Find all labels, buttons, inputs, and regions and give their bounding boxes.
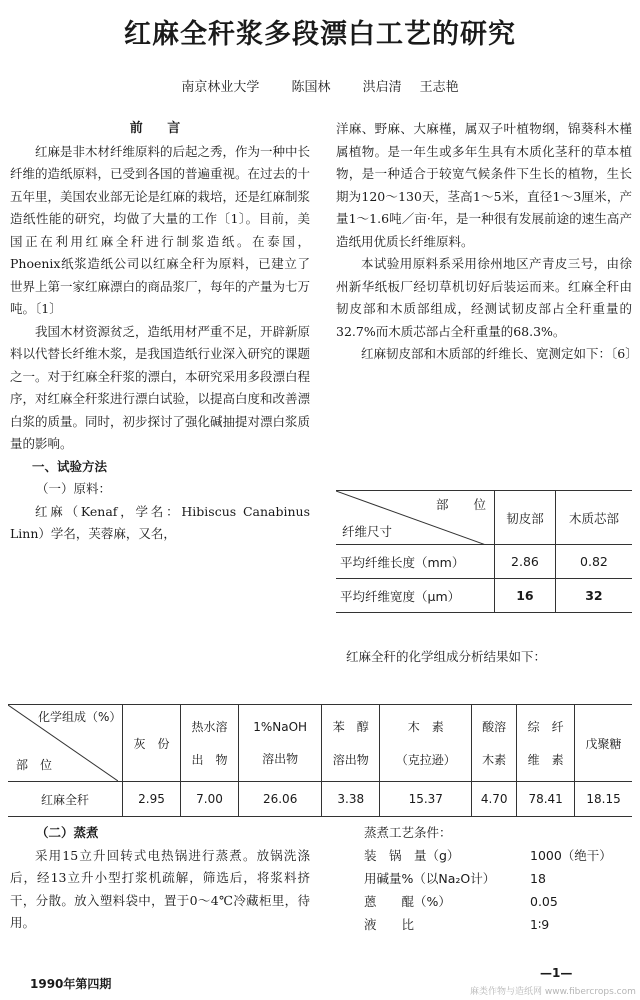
paragraph: 本试验用原料系采用徐州地区产青皮三号，由徐州新华纸板厂经切草机切好后装运而来。红麻全秆由韧皮部和木质部组成，经测试韧皮部占全秆重量的32.7%而木质芯部占全秆重量的68.3%。 — [336, 256, 632, 339]
author-name: 陈国林 — [291, 80, 331, 95]
subsection-heading-material: （一）原料： — [36, 481, 112, 496]
table-row — [336, 545, 632, 579]
chem-intro: 红麻全秆的化学组成分析结果如下： — [346, 649, 547, 664]
table-corner-header — [336, 491, 495, 545]
condition-label: 蒽 醌（%） — [364, 893, 451, 909]
page-number: —1— — [540, 966, 573, 980]
condition-label: 液 比 — [364, 916, 415, 932]
column-header: 韧皮部 — [495, 491, 556, 545]
table-cell: 2.95 — [123, 782, 181, 817]
table-cell: 32 — [555, 579, 632, 613]
cooking-section — [10, 822, 310, 935]
table-cell: 2.86 — [495, 545, 556, 579]
table-cell: 15.37 — [380, 782, 472, 817]
table-cell: 7.00 — [181, 782, 239, 817]
section-heading-methods: 一、试验方法 — [32, 458, 108, 474]
left-column — [10, 118, 310, 546]
condition-value: 1∶9 — [530, 916, 550, 932]
fiber-dimension-table — [336, 490, 632, 613]
affiliation: 南京林业大学 — [181, 80, 260, 95]
column-header: 苯 醇 溶出物 — [322, 705, 380, 782]
row-label: 平均纤维宽度（μm） — [336, 579, 495, 613]
condition-value: 18 — [530, 870, 546, 886]
table-cell: 78.41 — [517, 782, 575, 817]
conditions-title: 蒸煮工艺条件： — [364, 825, 452, 840]
row-label: 红麻全秆 — [8, 782, 123, 817]
table-cell: 26.06 — [239, 782, 322, 817]
column-header: 戊聚糖 — [575, 705, 632, 782]
row-label: 平均纤维长度（mm） — [336, 545, 495, 579]
corner-label-top: 化学组成（%） — [38, 710, 122, 724]
table-corner-header — [8, 705, 123, 782]
watermark: 麻类作物与造纸网 www.fibercrops.com — [470, 987, 636, 997]
table-row — [8, 782, 632, 817]
author-name: 洪启清 — [362, 80, 402, 95]
list-item — [364, 845, 632, 868]
column-header: 综 纤 维 素 — [517, 705, 575, 782]
list-item — [364, 891, 632, 914]
column-header: 1%NaOH 溶出物 — [239, 705, 322, 782]
paragraph: 红麻是非木材纤维原料的后起之秀，作为一种中长纤维的造纸原料，已受到各国的普遍重视。在过去的十五年里，美国农业部无论是红麻的栽培，还是红麻制浆造纸性能的研究，均做了大量的工作〔1〕。目前，美国正在利用红麻全秆进行制浆造纸。在泰国，Phoenix纸浆造纸公司以红麻全秆为原料，已建立了世界上第一家红麻漂白的商品浆厂，每年的产量为七万吨。〔1〕 — [10, 143, 311, 316]
paragraph: 红麻韧皮部和木质部的纤维长、宽测定如下：〔6〕 — [361, 346, 638, 361]
paragraph: 我国木材资源贫乏，造纸用材严重不足，开辟新原料以代替长纤维木浆，是我国造纸行业深入研究的课题之一。对于红麻全秆浆的漂白，本研究采用多段漂白程序，对红麻全秆浆进行漂白试验，以提高白度和改善漂白浆的质量。同时，初步探讨了强化碱抽提对漂白浆质量的影响。 — [10, 323, 311, 451]
table-cell: 3.38 — [322, 782, 380, 817]
corner-label-top: 部 位 — [435, 497, 486, 512]
column-header: 灰 份 — [123, 705, 181, 782]
paragraph: 洋麻、野麻、大麻槿，属双子叶植物纲，锦葵科木槿属植物。是一年生或多年生具有木质化茎秆的草本植物，是一种适合于较宽气候条件下生长的植物，生长期为120～130天，茎高1～5米，直径1～3厘米，产量1～1.6吨／亩·年，是一种很有发展前途的速生高产造纸用优质长纤维原料。 — [336, 121, 632, 249]
column-header: 木质芯部 — [555, 491, 632, 545]
author-name: 王志艳 — [419, 80, 459, 95]
page-title: 红麻全秆浆多段漂白工艺的研究 — [124, 19, 516, 50]
corner-label-bottom: 部 位 — [16, 758, 53, 772]
list-item — [364, 868, 632, 891]
table-row — [336, 579, 632, 613]
right-column — [336, 118, 638, 366]
cooking-conditions — [346, 822, 632, 937]
table-cell: 16 — [495, 579, 556, 613]
list-item — [364, 914, 632, 937]
corner-label-bottom: 纤维尺寸 — [342, 524, 393, 539]
condition-value: 0.05 — [530, 893, 558, 909]
condition-label: 装 锅 量（g） — [364, 847, 460, 863]
subsection-heading-cooking: （二）蒸煮 — [36, 825, 99, 840]
conditions-list — [364, 845, 632, 937]
paragraph: 红麻（Kenaf，学名：Hibiscus Canabinus Linn）学名，芙蓉麻，又名， — [10, 503, 310, 541]
author-line — [0, 76, 640, 95]
section-heading-foreword: 前 言 — [129, 121, 191, 136]
table-cell: 4.70 — [472, 782, 517, 817]
table-cell: 0.82 — [555, 545, 632, 579]
chemical-composition-table — [8, 704, 632, 817]
column-header: 热水溶 出 物 — [181, 705, 239, 782]
issue-label: 1990年第四期 — [30, 977, 112, 991]
condition-label: 用碱量%（以Na₂O计） — [364, 870, 496, 886]
table-cell: 18.15 — [575, 782, 632, 817]
column-header: 酸溶 木素 — [472, 705, 517, 782]
paragraph: 采用15立升回转式电热锅进行蒸煮。放锅洗涤后，经13立升小型打浆机疏解，筛选后，将浆料挤干，分散。放入塑料袋中，置于0～4℃冷藏柜里，待用。 — [10, 847, 310, 930]
column-header: 木 素 （克拉逊） — [380, 705, 472, 782]
condition-value: 1000（绝干） — [530, 847, 612, 863]
